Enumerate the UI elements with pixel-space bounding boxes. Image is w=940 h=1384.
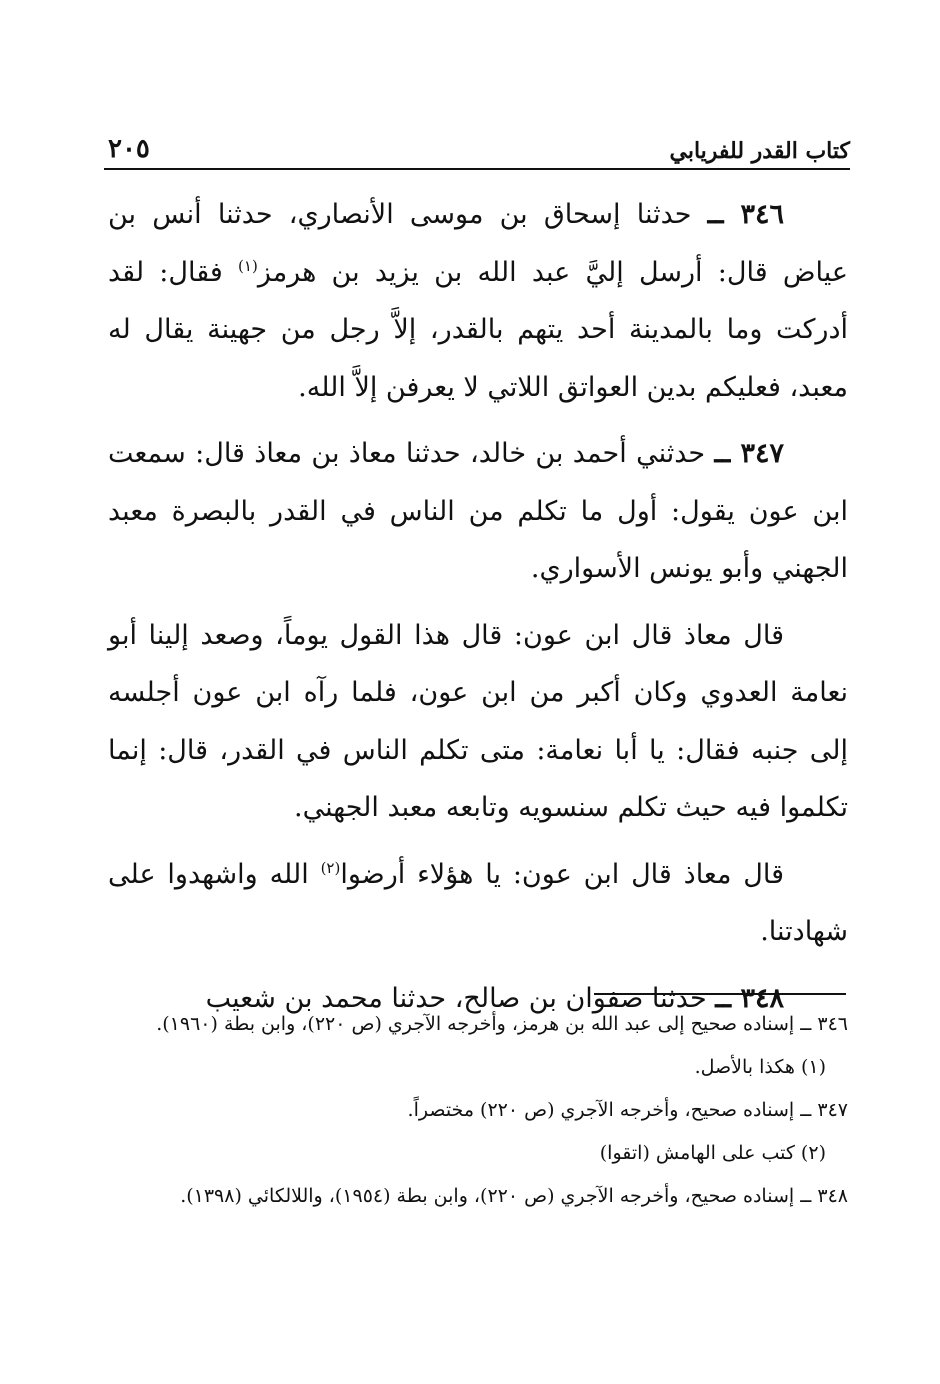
main-text <box>108 186 848 1036</box>
page-number: ٢٠٥ <box>108 134 150 164</box>
paragraph-text: حدثنا صفوان بن صالح، حدثنا محمد بن شعيب <box>205 982 707 1014</box>
page-header <box>104 128 850 170</box>
footnote-348: ٣٤٨ ــ إسناده صحيح، وأخرجه الآجري (ص ٢٢٠)، وابن بطة (١٩٥٤)، واللالكائي (١٣٩٨). <box>180 1185 848 1207</box>
hadith-number: ٣٤٨ ــ <box>715 982 784 1014</box>
paragraph-text: حدثنا إسحاق بن موسى الأنصاري، حدثنا أنس بن عياض قال: أرسل إليَّ عبد الله بن يزيد بن هرمز <box>108 199 848 288</box>
paragraph-text: قال معاذ قال ابن عون: قال هذا القول يوماً، وصعد إلينا أبو نعامة العدوي وكان أكبر من ابن عون، فلما رآه ابن عون أجلسه إلى جنبه فقال: يا أبا نعامة: متى تكلم الناس في القدر، قال: إنما تكلموا فيه حيث تكلم سنسويه وتابعه معبد الجهني. <box>108 619 848 823</box>
paragraph-text: الله واشهدوا على شهادتنا. <box>108 858 848 947</box>
book-title: كتاب القدر للفريابي <box>669 138 850 164</box>
paragraph-text: حدثني أحمد بن خالد، حدثنا معاذ بن معاذ قال: سمعت ابن عون يقول: أول ما تكلم من الناس في القدر بالبصرة معبد الجهني وأبو يونس الأسواري. <box>108 438 848 584</box>
hadith-number: ٣٤٦ ــ <box>707 199 784 230</box>
footnote-2: (٢) كتب على الهامش (اتقوا) <box>599 1142 826 1164</box>
footnotes <box>108 1007 848 1222</box>
paragraph-muadh-2 <box>108 846 848 961</box>
paragraph-text: قال معاذ قال ابن عون: يا هؤلاء أرضوا <box>340 858 784 890</box>
hadith-number: ٣٤٧ ــ <box>714 438 784 469</box>
paragraph-muadh-1 <box>108 607 848 837</box>
footnote-347: ٣٤٧ ــ إسناده صحيح، وأخرجه الآجري (ص ٢٢٠) مختصراً. <box>407 1099 848 1121</box>
paragraph-text: فقال: لقد أدركت وما بالمدينة أحد يتهم بالقدر، إلاَّ رجل من جهينة يقال له معبد، فعليكم بدين العواتق اللاتي لا يعرفن إلاَّ الله. <box>108 256 848 403</box>
paragraph-346 <box>108 186 848 416</box>
footnote-marker: (٢) <box>320 858 341 877</box>
footnote-marker: (١) <box>238 256 258 275</box>
footnote-346: ٣٤٦ ــ إسناده صحيح إلى عبد الله بن هرمز، وأخرجه الآجري (ص ٢٢٠)، وابن بطة (١٩٦٠). <box>156 1013 848 1035</box>
paragraph-347 <box>108 425 848 598</box>
footnote-separator <box>594 993 846 995</box>
footnote-1: (١) هكذا بالأصل. <box>694 1056 826 1078</box>
